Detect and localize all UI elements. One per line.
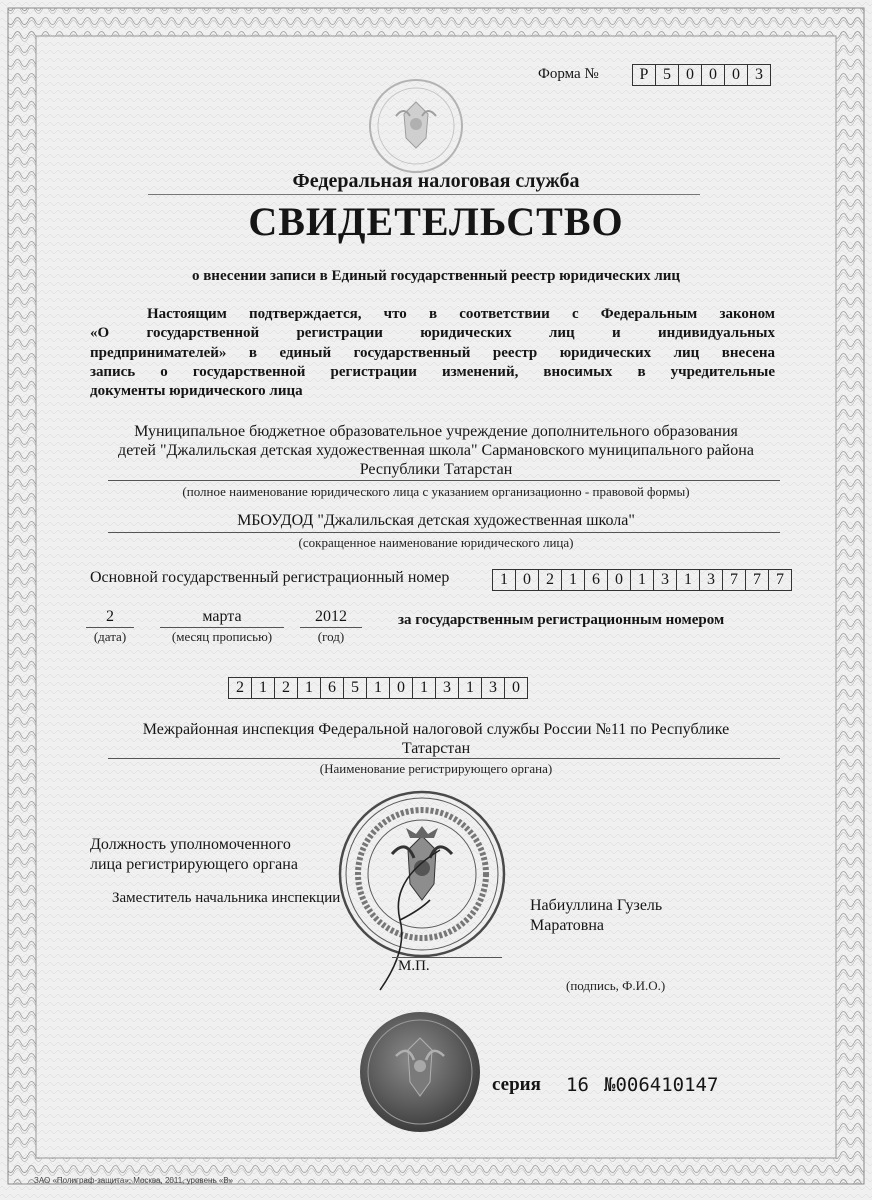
ogrn-digit: 1 [631, 570, 654, 590]
date-month: марта [202, 608, 242, 625]
official-name-line-1: Набиуллина Гузель [530, 897, 663, 914]
ogrn-digit: 1 [562, 570, 585, 590]
position-label-line-2: лица регистрирующего органа [90, 856, 298, 873]
form-code-boxes [632, 64, 771, 86]
full-name-caption: (полное наименование юридического лица с указанием организационно - правовой формы) [182, 484, 690, 499]
short-name-caption: (сокращенное наименование юридического лица) [298, 535, 574, 550]
ogrn-digit: 7 [723, 570, 746, 590]
grn-digit: 1 [413, 678, 436, 698]
stamp-place: М.П. [398, 958, 430, 974]
series-value: 16 [566, 1074, 589, 1096]
form-code-digit: 0 [679, 65, 702, 85]
printer-info: ЗАО «Полиграф-защита», Москва, 2011, уровень «В» [34, 1176, 234, 1185]
ogrn-digit: 3 [654, 570, 677, 590]
grn-boxes [228, 677, 528, 699]
confirm-line-5: документы юридического лица [90, 383, 303, 399]
service-name: Федеральная налоговая служба [292, 170, 580, 192]
certificate-subtitle: о внесении записи в Единый государственный реестр юридических лиц [191, 268, 681, 284]
date-month-caption: (месяц прописью) [171, 629, 273, 644]
grn-digit: 0 [512, 679, 520, 696]
authority-line-1: Межрайонная инспекция Федеральной налоговой службы России №11 по Республике [142, 721, 730, 738]
official-name-line-2: Маратовна [530, 917, 605, 934]
ogrn-digit: 6 [585, 570, 608, 590]
grn-digit: 2 [229, 678, 252, 698]
form-label: Форма № [538, 66, 599, 82]
confirm-line-4: запись о государственной регистрации изменений, вносимых в учредительные [90, 364, 775, 380]
signature-caption: (подпись, Ф.И.О.) [566, 978, 666, 993]
date-suffix: за государственным регистрационным номером [398, 612, 725, 628]
grn-digit: 1 [298, 678, 321, 698]
date-year-caption: (год) [317, 629, 345, 644]
full-name-line-3: Республики Татарстан [359, 461, 513, 478]
form-code-digit: Р [633, 65, 656, 85]
grn-digit: 2 [275, 678, 298, 698]
grn-digit: 5 [344, 678, 367, 698]
grn-digit: 1 [367, 678, 390, 698]
ogrn-boxes [492, 569, 792, 591]
signature [360, 840, 470, 1000]
ogrn-digit: 7 [776, 571, 784, 588]
ogrn-digit: 2 [539, 570, 562, 590]
full-name-line-2: детей "Джалильская детская художественная школа" Сармановского муниципального района [118, 442, 754, 459]
date-day: 2 [106, 608, 114, 625]
date-day-caption: (дата) [93, 629, 127, 644]
grn-digit: 3 [482, 678, 505, 698]
ogrn-label: Основной государственный регистрационный номер [90, 569, 450, 586]
confirm-line-3: предпринимателей» в единый государственный реестр юридических лиц внесена [90, 345, 775, 361]
grn-digit: 1 [459, 678, 482, 698]
series-label: серия [492, 1074, 541, 1095]
ogrn-digit: 1 [677, 570, 700, 590]
ogrn-digit: 0 [608, 570, 631, 590]
authority-caption: (Наименование регистрирующего органа) [319, 761, 553, 776]
short-name: МБОУДОД "Джалильская детская художественная школа" [237, 512, 635, 529]
full-name-line-1: Муниципальное бюджетное образовательное учреждение дополнительного образования [134, 423, 738, 440]
form-code-digit: 0 [725, 65, 748, 85]
authority-line-2: Татарстан [401, 740, 471, 757]
ogrn-digit: 7 [746, 570, 769, 590]
form-code-digit: 3 [755, 66, 763, 83]
ogrn-digit: 0 [516, 570, 539, 590]
grn-digit: 1 [252, 678, 275, 698]
grn-digit: 0 [390, 678, 413, 698]
hologram-emblem [358, 1010, 482, 1134]
position-label-line-1: Должность уполномоченного [90, 836, 291, 853]
grn-digit: 6 [321, 678, 344, 698]
series-number: №006410147 [604, 1074, 719, 1096]
form-code-digit: 5 [656, 65, 679, 85]
ministry-emblem [366, 76, 466, 176]
grn-digit: 3 [436, 678, 459, 698]
ogrn-digit: 3 [700, 570, 723, 590]
date-year: 2012 [315, 608, 347, 625]
confirm-line-2: «О государственной регистрации юридических лиц и индивидуальных [90, 325, 775, 341]
confirm-line-1: Настоящим подтверждается, что в соответствии с Федеральным законом [147, 306, 775, 322]
official-position: Заместитель начальника инспекции [112, 890, 341, 906]
form-code-digit: 0 [702, 65, 725, 85]
ogrn-digit: 1 [493, 570, 516, 590]
certificate-title: СВИДЕТЕЛЬСТВО [248, 199, 624, 244]
